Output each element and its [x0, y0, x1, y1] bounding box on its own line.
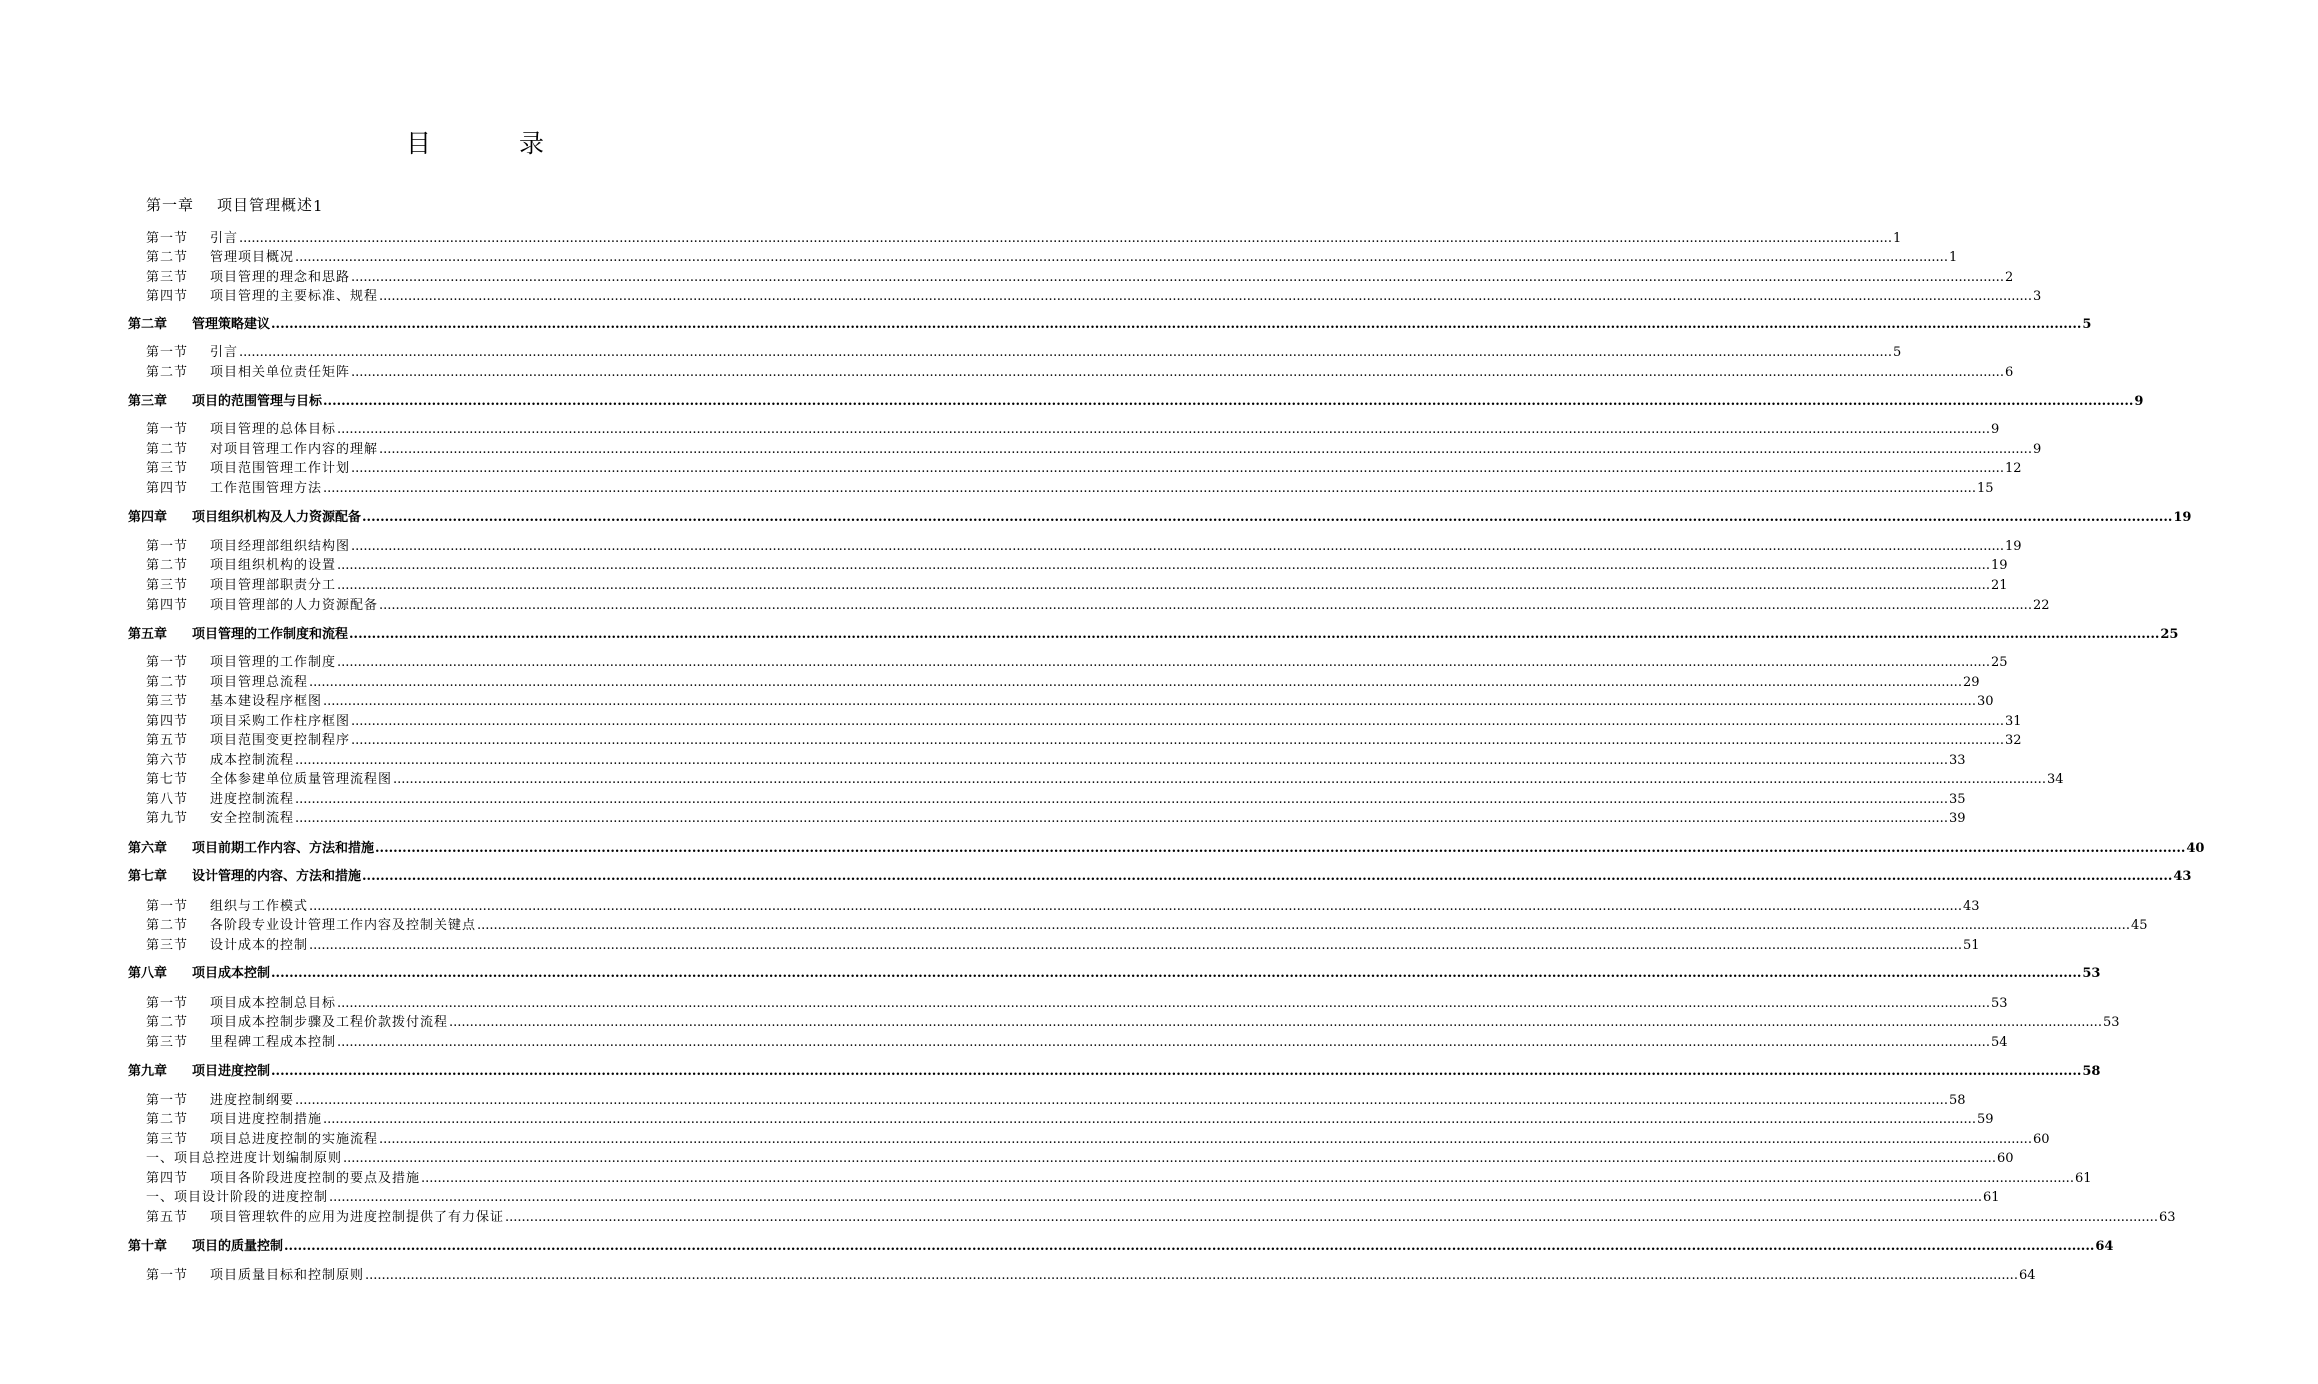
- toc-page-number: 34: [2046, 771, 2064, 787]
- toc-leader-dots: ................................................................................................................................................................................................................................................................................................................................................................................................................: [295, 810, 1948, 826]
- toc-leader-dots: ................................................................................................................................................................................................................................................................................................................................................................................................................: [477, 917, 2130, 933]
- toc-section-entry[interactable]: [0, 933, 1980, 953]
- toc-leader-dots: ................................................................................................................................................................................................................................................................................................................................................................................................................: [351, 364, 2004, 380]
- toc-entry-number: 第七章: [128, 868, 168, 884]
- toc-page-number: 12: [2004, 460, 2022, 476]
- toc-leader-dots: ................................................................................................................................................................................................................................................................................................................................................................................................................: [239, 230, 1892, 246]
- toc-leader-dots: ................................................................................................................................................................................................................................................................................................................................................................................................................: [351, 538, 2004, 554]
- toc-entry-title: 项目前期工作内容、方法和措施: [192, 840, 375, 856]
- toc-chapter-entry[interactable]: [0, 836, 2205, 856]
- toc-leader-dots: ................................................................................................................................................................................................................................................................................................................................................................................................................: [351, 269, 2004, 285]
- toc-page-number: 59: [1976, 1111, 1994, 1127]
- toc-leader-dots: ................................................................................................................................................................................................................................................................................................................................................................................................................: [351, 460, 2004, 476]
- toc-leader-dots: ................................................................................................................................................................................................................................................................................................................................................................................................................: [239, 344, 1892, 360]
- toc-entry-title: 引言: [210, 344, 239, 360]
- toc-entry-title: 设计管理的内容、方法和措施: [192, 868, 362, 884]
- toc-leader-dots: ................................................................................................................................................................................................................................................................................................................................................................................................................: [295, 791, 1948, 807]
- toc-section-entry[interactable]: [0, 991, 2008, 1011]
- toc-page-number: 25: [2160, 626, 2179, 642]
- toc-section-entry[interactable]: [0, 728, 2022, 748]
- toc-entry-title: 项目管理的主要标准、规程: [210, 288, 379, 304]
- page-title: 目 录: [406, 129, 584, 158]
- toc-section-entry[interactable]: [0, 245, 1958, 265]
- toc-entry-number: 第九节: [146, 810, 189, 826]
- toc-page-number: 31: [2004, 713, 2022, 729]
- toc-section-entry[interactable]: [0, 1030, 2008, 1050]
- toc-entry-number: 第九章: [128, 1063, 168, 1079]
- toc-entry-title: 项目的质量控制: [192, 1238, 284, 1254]
- toc-section-entry[interactable]: [0, 456, 2022, 476]
- toc-chapter-entry[interactable]: [0, 312, 2092, 332]
- toc-leader-dots: ................................................................................................................................................................................................................................................................................................................................................................................................................: [379, 1131, 2032, 1147]
- toc-entry-title: 里程碑工程成本控制: [210, 1034, 337, 1050]
- toc-page-number: 33: [1948, 752, 1966, 768]
- toc-entry-title: 各阶段专业设计管理工作内容及控制关键点: [210, 917, 477, 933]
- toc-leader-dots: ................................................................................................................................................................................................................................................................................................................................................................................................................: [295, 249, 1948, 265]
- toc-leader-dots: ................................................................................................................................................................................................................................................................................................................................................................................................................: [323, 693, 1976, 709]
- toc-entry-number: 第一节: [146, 230, 189, 246]
- toc-entry-title: 项目管理总流程: [210, 674, 309, 690]
- toc-page-number: 5: [2082, 316, 2092, 332]
- toc-page-number: 9: [2134, 393, 2144, 409]
- toc-entry-number: 第二节: [146, 364, 189, 380]
- toc-entry-number: 第五节: [146, 732, 189, 748]
- toc-leader-dots: ................................................................................................................................................................................................................................................................................................................................................................................................................: [271, 965, 2082, 981]
- toc-entry-title: 引言: [210, 230, 239, 246]
- toc-section-entry[interactable]: [0, 1088, 1966, 1108]
- toc-page-number: 54: [1990, 1034, 2008, 1050]
- toc-entry-title: 项目成本控制步骤及工程价款拨付流程: [210, 1014, 449, 1030]
- toc-entry-title: 项目进度控制措施: [210, 1111, 323, 1127]
- toc-entry-title: 项目管理的理念和思路: [210, 269, 351, 285]
- toc-section-entry[interactable]: [0, 340, 1902, 360]
- toc-chapter-entry[interactable]: [0, 389, 2144, 409]
- toc-section-entry[interactable]: [0, 265, 2014, 285]
- toc-leader-dots: ................................................................................................................................................................................................................................................................................................................................................................................................................: [365, 1267, 2018, 1283]
- toc-page-number: 1: [1892, 230, 1902, 246]
- toc-page-number: 1: [313, 196, 323, 215]
- toc-page-number: 19: [2004, 538, 2022, 554]
- toc-entry-number: 第二节: [146, 249, 189, 265]
- toc-entry-title: 组织与工作模式: [210, 898, 309, 914]
- toc-entry-number: 第三节: [146, 693, 189, 709]
- toc-leader-dots: ................................................................................................................................................................................................................................................................................................................................................................................................................: [379, 288, 2032, 304]
- toc-entry-number: 第一节: [146, 1092, 189, 1108]
- toc-leader-dots: ................................................................................................................................................................................................................................................................................................................................................................................................................: [505, 1209, 2158, 1225]
- toc-entry-number: 第一节: [146, 898, 189, 914]
- toc-page-number: 58: [1948, 1092, 1966, 1108]
- toc-section-entry[interactable]: [0, 709, 2022, 729]
- toc-entry-number: 第四节: [146, 480, 189, 496]
- toc-leader-dots: ................................................................................................................................................................................................................................................................................................................................................................................................................: [362, 868, 2173, 884]
- toc-page-number: 40: [2186, 840, 2205, 856]
- toc-entry-title: 工作范围管理方法: [210, 480, 323, 496]
- toc-page-number: 21: [1990, 577, 2008, 593]
- toc-leader-dots: ................................................................................................................................................................................................................................................................................................................................................................................................................: [323, 1111, 1976, 1127]
- toc-entry-number: 第三节: [146, 937, 189, 953]
- toc-section-entry[interactable]: [0, 913, 2148, 933]
- toc-leader-dots: ................................................................................................................................................................................................................................................................................................................................................................................................................: [323, 480, 1976, 496]
- toc-leader-dots: ................................................................................................................................................................................................................................................................................................................................................................................................................: [337, 1034, 1990, 1050]
- toc-section-entry[interactable]: [0, 1127, 2050, 1147]
- toc-page-number: 22: [2032, 597, 2050, 613]
- toc-chapter-entry[interactable]: [0, 864, 2192, 884]
- toc-page-number: 29: [1962, 674, 1980, 690]
- toc-leader-dots: ................................................................................................................................................................................................................................................................................................................................................................................................................: [375, 840, 2186, 856]
- toc-entry-title: 基本建设程序框图: [210, 693, 323, 709]
- toc-entry-title: 项目管理软件的应用为进度控制提供了有力保证: [210, 1209, 505, 1225]
- toc-section-entry[interactable]: [0, 650, 2008, 670]
- toc-entry-number: 第二节: [146, 917, 189, 933]
- toc-entry-title: 项目组织机构及人力资源配备: [192, 509, 362, 525]
- toc-section-entry[interactable]: [0, 573, 2008, 593]
- toc-section-entry[interactable]: [0, 476, 1994, 496]
- toc-leader-dots: ................................................................................................................................................................................................................................................................................................................................................................................................................: [351, 732, 2004, 748]
- toc-leader-dots: ................................................................................................................................................................................................................................................................................................................................................................................................................: [379, 441, 2032, 457]
- toc-page-number: 58: [2082, 1063, 2101, 1079]
- toc-page-number: 32: [2004, 732, 2022, 748]
- toc-leader-dots: ................................................................................................................................................................................................................................................................................................................................................................................................................: [449, 1014, 2102, 1030]
- toc-leader-dots: ................................................................................................................................................................................................................................................................................................................................................................................................................: [337, 421, 1990, 437]
- toc-entry-number: 第一节: [146, 1267, 189, 1283]
- toc-entry-number: 第四节: [146, 597, 189, 613]
- toc-section-entry[interactable]: [0, 417, 2000, 437]
- toc-page-number: 51: [1962, 937, 1980, 953]
- toc-entry-title: 项目管理的工作制度: [210, 654, 337, 670]
- toc-page-number: 9: [2032, 441, 2042, 457]
- toc-entry-number: 第一节: [146, 421, 189, 437]
- toc-page-number: 43: [1962, 898, 1980, 914]
- toc-entry-number: 第四节: [146, 288, 189, 304]
- toc-leader-dots: ................................................................................................................................................................................................................................................................................................................................................................................................................: [337, 577, 1990, 593]
- toc-entry-number: 第四节: [146, 713, 189, 729]
- toc-page-number: 19: [1990, 557, 2008, 573]
- toc-entry-title: 项目管理部职责分工: [210, 577, 337, 593]
- toc-entry-number: 第十章: [128, 1238, 168, 1254]
- toc-section-entry[interactable]: [0, 360, 2014, 380]
- toc-entry-number: 第四章: [128, 509, 168, 525]
- toc-page-number: 64: [2018, 1267, 2036, 1283]
- toc-section-entry[interactable]: [0, 767, 2064, 787]
- toc-entry-number: 第七节: [146, 771, 189, 787]
- toc-leader-dots: ................................................................................................................................................................................................................................................................................................................................................................................................................: [421, 1170, 2074, 1186]
- toc-leader-dots: ................................................................................................................................................................................................................................................................................................................................................................................................................: [309, 937, 1962, 953]
- toc-entry-title: 管理项目概况: [210, 249, 295, 265]
- toc-section-entry[interactable]: [0, 1107, 1994, 1127]
- toc-page-number: 1: [1948, 249, 1958, 265]
- toc-entry-title: 项目采购工作柱序框图: [210, 713, 351, 729]
- toc-entry-title: 项目管理的工作制度和流程: [192, 626, 349, 642]
- toc-entry-number: 第五章: [128, 626, 168, 642]
- toc-entry-title: 项目总进度控制的实施流程: [210, 1131, 379, 1147]
- toc-page-number: 45: [2130, 917, 2148, 933]
- toc-chapter-entry[interactable]: [0, 505, 2192, 525]
- toc-entry-number: 第四节: [146, 1170, 189, 1186]
- toc-section-entry[interactable]: [0, 1263, 2036, 1283]
- toc-entry-title: 项目各阶段进度控制的要点及措施: [210, 1170, 421, 1186]
- toc-section-entry[interactable]: [0, 593, 2050, 613]
- toc-entry-number: 第一节: [146, 654, 189, 670]
- toc-page-number: 64: [2095, 1238, 2114, 1254]
- toc-leader-dots: ................................................................................................................................................................................................................................................................................................................................................................................................................: [337, 995, 1990, 1011]
- toc-chapter-entry[interactable]: [0, 961, 2101, 981]
- toc-entry-number: 第五节: [146, 1209, 189, 1225]
- toc-page-number: 43: [2173, 868, 2192, 884]
- toc-leader-dots: ................................................................................................................................................................................................................................................................................................................................................................................................................: [309, 674, 1962, 690]
- toc-entry-title: 项目质量目标和控制原则: [210, 1267, 365, 1283]
- toc-leader-dots: ................................................................................................................................................................................................................................................................................................................................................................................................................: [323, 393, 2134, 409]
- toc-page-number: 60: [1996, 1150, 2014, 1166]
- toc-entry-title: 项目相关单位责任矩阵: [210, 364, 351, 380]
- toc-entry-number: 第一节: [146, 344, 189, 360]
- toc-leader-dots: ................................................................................................................................................................................................................................................................................................................................................................................................................: [284, 1238, 2095, 1254]
- toc-chapter-entry[interactable]: [0, 1234, 2114, 1254]
- toc-leader-dots: ................................................................................................................................................................................................................................................................................................................................................................................................................: [393, 771, 2046, 787]
- toc-entry-number: 第二节: [146, 1014, 189, 1030]
- toc-entry-number: 第三节: [146, 269, 189, 285]
- toc-entry-title: 一、项目设计阶段的进度控制: [146, 1189, 329, 1205]
- toc-chapter-entry[interactable]: [0, 195, 950, 215]
- toc-entry-title: 项目成本控制: [192, 965, 271, 981]
- toc-entry-title: 项目组织机构的设置: [210, 557, 337, 573]
- toc-section-entry[interactable]: [0, 1166, 2092, 1186]
- toc-page-number: 53: [2082, 965, 2101, 981]
- toc-entry-title: 项目管理部的人力资源配备: [210, 597, 379, 613]
- toc-page-number: 39: [1948, 810, 1966, 826]
- toc-entry-number: 第六章: [128, 840, 168, 856]
- toc-leader-dots: ................................................................................................................................................................................................................................................................................................................................................................................................................: [362, 509, 2173, 525]
- toc-section-entry[interactable]: [0, 787, 1966, 807]
- toc-section-entry[interactable]: [0, 534, 2022, 554]
- toc-entry-title: 一、项目总控进度计划编制原则: [146, 1150, 343, 1166]
- toc-entry-number: 第三节: [146, 460, 189, 476]
- toc-section-entry[interactable]: [0, 670, 1980, 690]
- toc-section-entry[interactable]: [0, 806, 1966, 826]
- toc-entry-number: 第二节: [146, 441, 189, 457]
- toc-leader-dots: ................................................................................................................................................................................................................................................................................................................................................................................................................: [271, 316, 2082, 332]
- toc-chapter-entry[interactable]: [0, 1059, 2101, 1079]
- toc-entry-title: 项目进度控制: [192, 1063, 271, 1079]
- toc-page-number: 5: [1892, 344, 1902, 360]
- toc-entry-number: 第三节: [146, 577, 189, 593]
- toc-page-number: 19: [2173, 509, 2192, 525]
- toc-page-number: 53: [1990, 995, 2008, 1011]
- toc-entry-number: 第一节: [146, 995, 189, 1011]
- toc-section-entry[interactable]: [0, 226, 1902, 246]
- toc-entry-title: 项目范围变更控制程序: [210, 732, 351, 748]
- toc-section-entry[interactable]: [0, 284, 2042, 304]
- toc-entry-number: 第八章: [128, 965, 168, 981]
- toc-leader-dots: ................................................................................................................................................................................................................................................................................................................................................................................................................: [295, 1092, 1948, 1108]
- toc-entry-title: 项目管理的总体目标: [210, 421, 337, 437]
- toc-page-number: 53: [2102, 1014, 2120, 1030]
- toc-entry-title: 项目管理概述: [217, 195, 314, 214]
- toc-entry-title: 全体参建单位质量管理流程图: [210, 771, 393, 787]
- toc-entry-title: 管理策略建议: [192, 316, 271, 332]
- toc-entry-title: 设计成本的控制: [210, 937, 309, 953]
- toc-section-entry[interactable]: [0, 1010, 2120, 1030]
- toc-page-number: 60: [2032, 1131, 2050, 1147]
- toc-leader-dots: ................................................................................................................................................................................................................................................................................................................................................................................................................: [337, 654, 1990, 670]
- toc-section-entry[interactable]: [0, 1185, 2000, 1205]
- toc-entry-number: 第三章: [128, 393, 168, 409]
- toc-page-number: 35: [1948, 791, 1966, 807]
- toc-page-number: 9: [1990, 421, 2000, 437]
- toc-leader-dots: ................................................................................................................................................................................................................................................................................................................................................................................................................: [271, 1063, 2082, 1079]
- toc-leader-dots: ................................................................................................................................................................................................................................................................................................................................................................................................................: [309, 898, 1962, 914]
- toc-leader-dots: ................................................................................................................................................................................................................................................................................................................................................................................................................: [337, 557, 1990, 573]
- toc-entry-number: 第二节: [146, 1111, 189, 1127]
- toc-leader-dots: ................................................................................................................................................................................................................................................................................................................................................................................................................: [349, 626, 2160, 642]
- toc-page-number: 25: [1990, 654, 2008, 670]
- toc-leader-dots: ................................................................................................................................................................................................................................................................................................................................................................................................................: [343, 1150, 1996, 1166]
- toc-entry-title: 成本控制流程: [210, 752, 295, 768]
- toc-page-number: 3: [2032, 288, 2042, 304]
- toc-page-number: 61: [2074, 1170, 2092, 1186]
- toc-entry-number: 第二节: [146, 557, 189, 573]
- toc-entry-number: 第一章: [146, 195, 195, 214]
- toc-section-entry[interactable]: [0, 437, 2042, 457]
- toc-page-number: 63: [2158, 1209, 2176, 1225]
- toc-section-entry[interactable]: [0, 1205, 2176, 1225]
- toc-section-entry[interactable]: [0, 1146, 2014, 1166]
- toc-section-entry[interactable]: [0, 553, 2008, 573]
- toc-entry-title: 进度控制流程: [210, 791, 295, 807]
- toc-leader-dots: ................................................................................................................................................................................................................................................................................................................................................................................................................: [379, 597, 2032, 613]
- toc-leader-dots: ................................................................................................................................................................................................................................................................................................................................................................................................................: [351, 713, 2004, 729]
- toc-entry-number: 第八节: [146, 791, 189, 807]
- toc-page-number: 2: [2004, 269, 2014, 285]
- toc-page-number: 30: [1976, 693, 1994, 709]
- toc-entry-title: 进度控制纲要: [210, 1092, 295, 1108]
- toc-entry-title: 项目成本控制总目标: [210, 995, 337, 1011]
- toc-entry-title: 项目的范围管理与目标: [192, 393, 323, 409]
- toc-leader-dots: ................................................................................................................................................................................................................................................................................................................................................................................................................: [295, 752, 1948, 768]
- toc-entry-number: 第二节: [146, 674, 189, 690]
- toc-leader-dots: ................................................................................................................................................................................................................................................................................................................................................................................................................: [329, 1189, 1982, 1205]
- toc-entry-title: 项目经理部组织结构图: [210, 538, 351, 554]
- toc-section-entry[interactable]: [0, 748, 1966, 768]
- toc-entry-title: 项目范围管理工作计划: [210, 460, 351, 476]
- toc-page-number: 61: [1982, 1189, 2000, 1205]
- toc-chapter-entry[interactable]: [0, 622, 2179, 642]
- toc-entry-number: 第二章: [128, 316, 168, 332]
- toc-entry-number: 第六节: [146, 752, 189, 768]
- toc-section-entry[interactable]: [0, 894, 1980, 914]
- toc-entry-title: 安全控制流程: [210, 810, 295, 826]
- toc-page-number: 6: [2004, 364, 2014, 380]
- toc-entry-number: 第一节: [146, 538, 189, 554]
- toc-section-entry[interactable]: [0, 689, 1994, 709]
- toc-entry-number: 第三节: [146, 1034, 189, 1050]
- toc-entry-number: 第三节: [146, 1131, 189, 1147]
- toc-entry-title: 对项目管理工作内容的理解: [210, 441, 379, 457]
- toc-page-number: 15: [1976, 480, 1994, 496]
